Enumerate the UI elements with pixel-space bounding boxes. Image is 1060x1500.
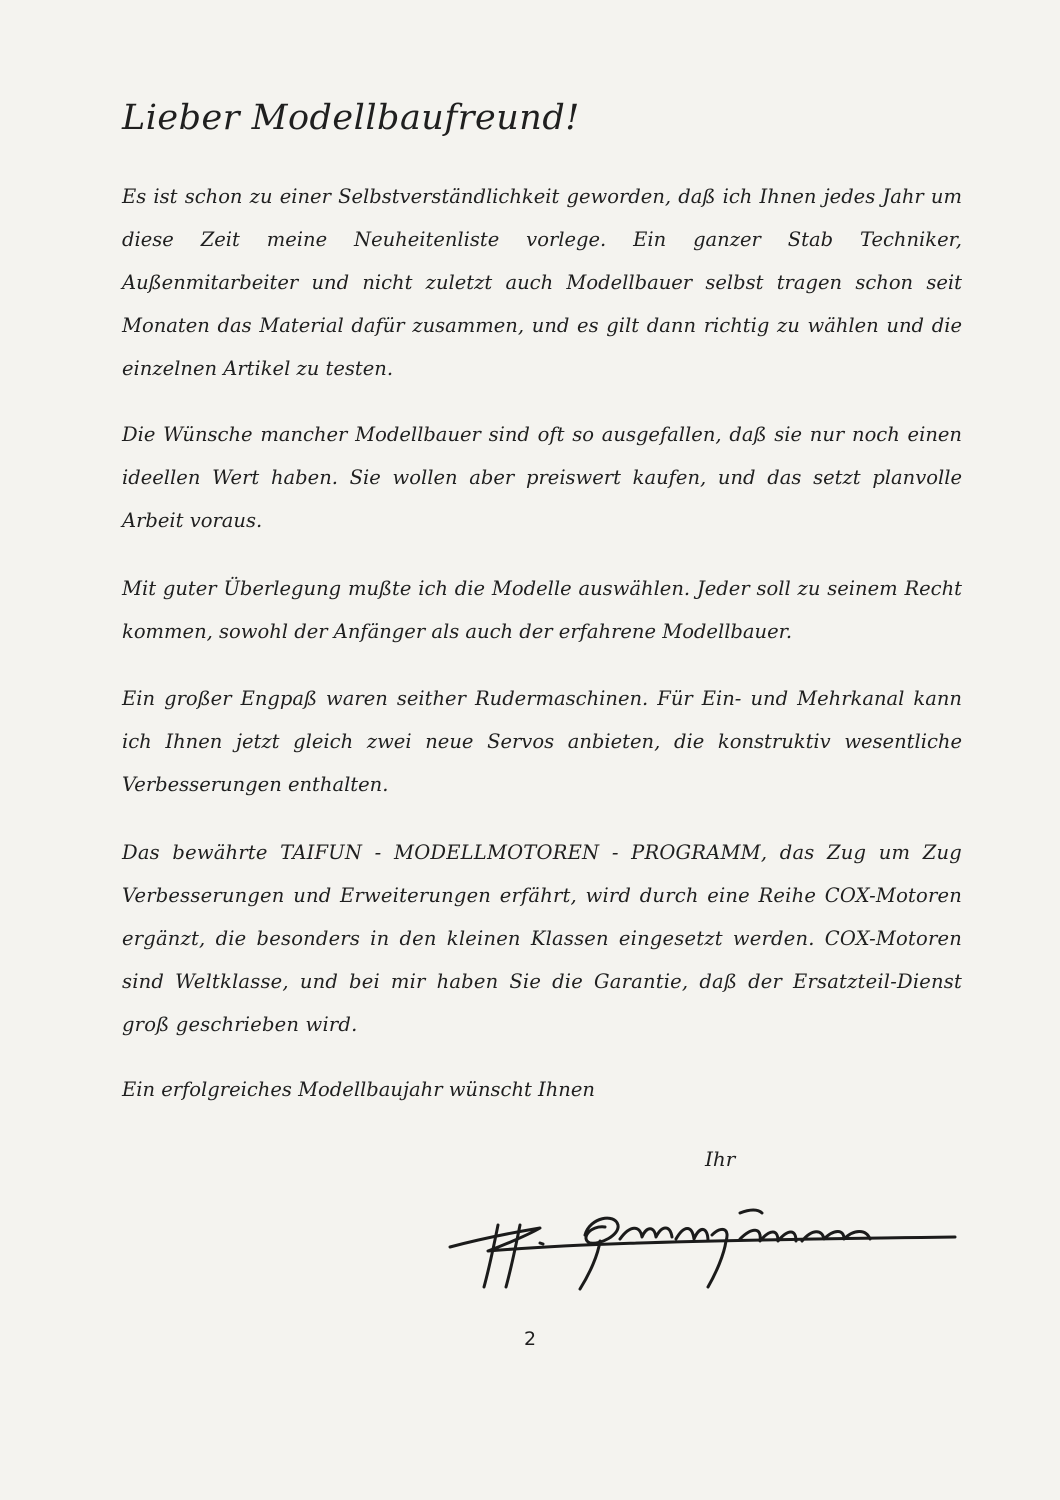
salutation-heading: Lieber Modellbaufreund! [122,98,580,138]
paragraph-3: Mit guter Überlegung mußte ich die Modelle auswählen. Jeder soll zu seinem Recht kommen, sowohl der Anfänger als auch der erfahrene Modellbauer. [122,577,962,643]
closing-line: Ein erfolgreiches Modellbaujahr wünscht Ihnen [122,1078,595,1101]
paragraph-4: Ein großer Engpaß waren seither Rudermaschinen. Für Ein- und Mehrkanal kann ich Ihnen jetzt gleich zwei neue Servos anbieten, die konstruktiv wesentliche Verbesserungen enthalten. [122,687,962,796]
page-number: 2 [523,1328,537,1350]
sign-off: Ihr [705,1147,736,1171]
paragraph-5: Das bewährte TAIFUN - MODELLMOTOREN - PROGRAMM, das Zug um Zug Verbesserungen und Erweiterungen erfährt, wird durch eine Reihe COX-Motoren ergänzt, die besonders in den kleinen Klassen eingesetzt werden. COX-Motoren sind Weltklasse, und bei mir haben Sie die Garantie, daß der Ersatzteil-Dienst groß geschrieben wird. [122,841,962,1036]
handwritten-signature [440,1195,970,1295]
paragraph-2: Die Wünsche mancher Modellbauer sind oft so ausgefallen, daß sie nur noch einen ideellen Wert haben. Sie wollen aber preiswert kaufen, und das setzt planvolle Arbeit voraus. [122,423,962,532]
paragraph-1: Es ist schon zu einer Selbstverständlichkeit geworden, daß ich Ihnen jedes Jahr um diese Zeit meine Neuheitenliste vorlege. Ein ganzer Stab Techniker, Außenmitarbeiter und nicht zuletzt auch Modellbauer selbst tragen schon seit Monaten das Material dafür zusammen, und es gilt dann richtig zu wählen und die einzelnen Artikel zu testen. [122,185,962,380]
